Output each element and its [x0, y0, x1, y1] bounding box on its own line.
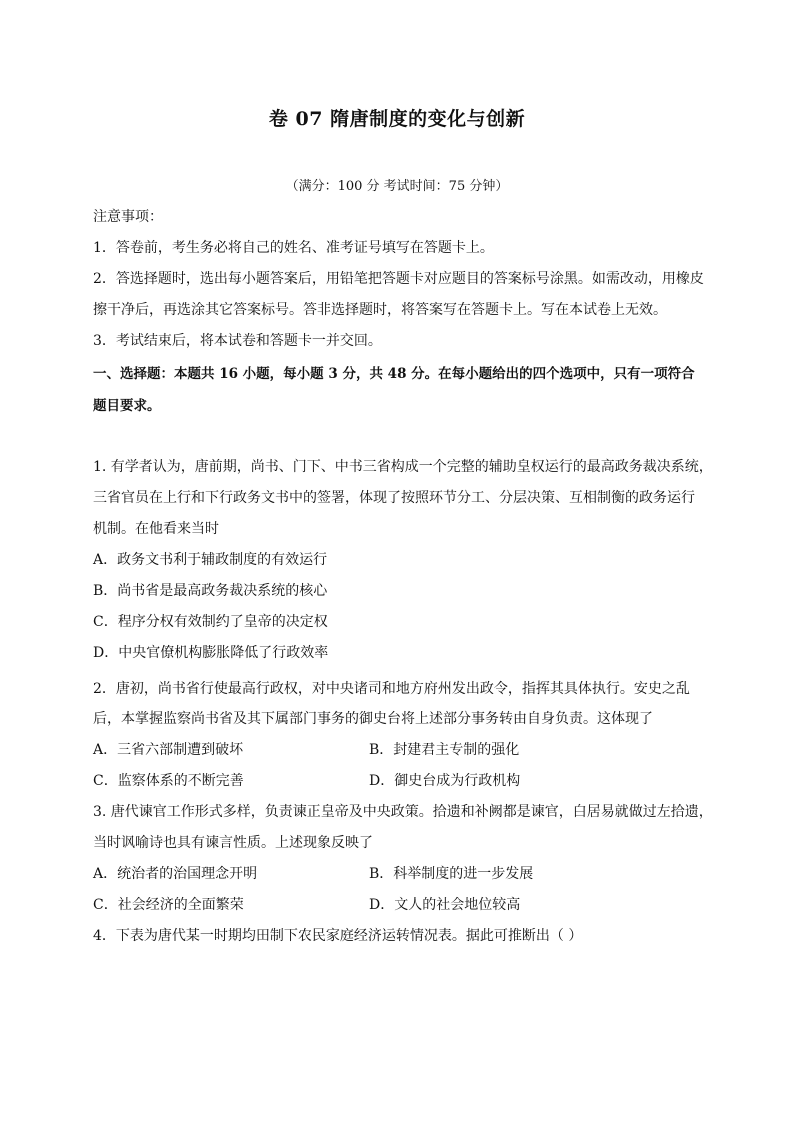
question-2-option-a: A．三省六部制遭到破坏 [93, 742, 244, 758]
page-title: 卷 07 隋唐制度的变化与创新 [268, 108, 526, 130]
question-2-option-b: B．封建君主专制的强化 [369, 742, 520, 758]
question-1-stem: 机制。在他看来当时 [93, 521, 219, 537]
question-1-stem: 1. 有学者认为，唐前期，尚书、门下、中书三省构成一个完整的辅助皇权运行的最高政务裁决系统， [93, 459, 713, 475]
question-3-option-d: D．文人的社会地位较高 [369, 897, 521, 913]
exam-meta: （满分：100 分 考试时间：75 分钟） [285, 179, 509, 194]
question-3-option-c: C．社会经济的全面繁荣 [93, 897, 244, 913]
question-3-stem: 当时讽喻诗也具有谏言性质。上述现象反映了 [93, 835, 373, 851]
question-2-stem: 2．唐初，尚书省行使最高行政权，对中央诸司和地方府州发出政令，指挥其具体执行。安史之乱 [93, 681, 690, 697]
notice-item: 2．答选择题时，选出每小题答案后，用铅笔把答题卡对应题目的答案标号涂黑。如需改动，用橡皮 [93, 271, 704, 287]
question-3-option-b: B．科举制度的进一步发展 [369, 866, 534, 882]
question-1-option-d: D．中央官僚机构膨胀降低了行政效率 [93, 645, 329, 661]
section-heading-cont: 题目要求。 [93, 398, 161, 414]
section-heading: 一、选择题：本题共 16 小题，每小题 3 分，共 48 分。在每小题给出的四个选项中，只有一项符合 [93, 366, 695, 382]
question-4-stem: 4．下表为唐代某一时期均田制下农民家庭经济运转情况表。据此可推断出（ ） [93, 928, 583, 944]
notice-item: 1．答卷前，考生务必将自己的姓名、准考证号填写在答题卡上。 [93, 240, 494, 256]
question-2-stem: 后，本掌握监察尚书省及其下属部门事务的御史台将上述部分事务转由自身负责。这体现了 [93, 711, 653, 727]
notice-item: 擦干净后，再选涂其它答案标号。答非选择题时，将答案写在答题卡上。写在本试卷上无效。 [93, 302, 667, 318]
question-1-stem: 三省官员在上行和下行政务文书中的签署，体现了按照环节分工、分层决策、互相制衡的政务运行 [93, 490, 695, 506]
notice-item: 3．考试结束后，将本试卷和答题卡一并交回。 [93, 333, 382, 349]
question-1-option-a: A．政务文书利于辅政制度的有效运行 [93, 552, 328, 568]
notice-heading: 注意事项： [93, 209, 163, 225]
question-3-stem: 3. 唐代谏官工作形式多样，负责谏正皇帝及中央政策。拾遗和补阙都是谏官，白居易就做过左拾遗， [93, 804, 713, 820]
question-3-option-a: A．统治者的治国理念开明 [93, 866, 258, 882]
question-1-option-b: B．尚书省是最高政务裁决系统的核心 [93, 583, 328, 599]
question-2-option-c: C．监察体系的不断完善 [93, 773, 244, 789]
question-1-option-c: C．程序分权有效制约了皇帝的决定权 [93, 614, 328, 630]
question-2-option-d: D．御史台成为行政机构 [369, 773, 521, 789]
